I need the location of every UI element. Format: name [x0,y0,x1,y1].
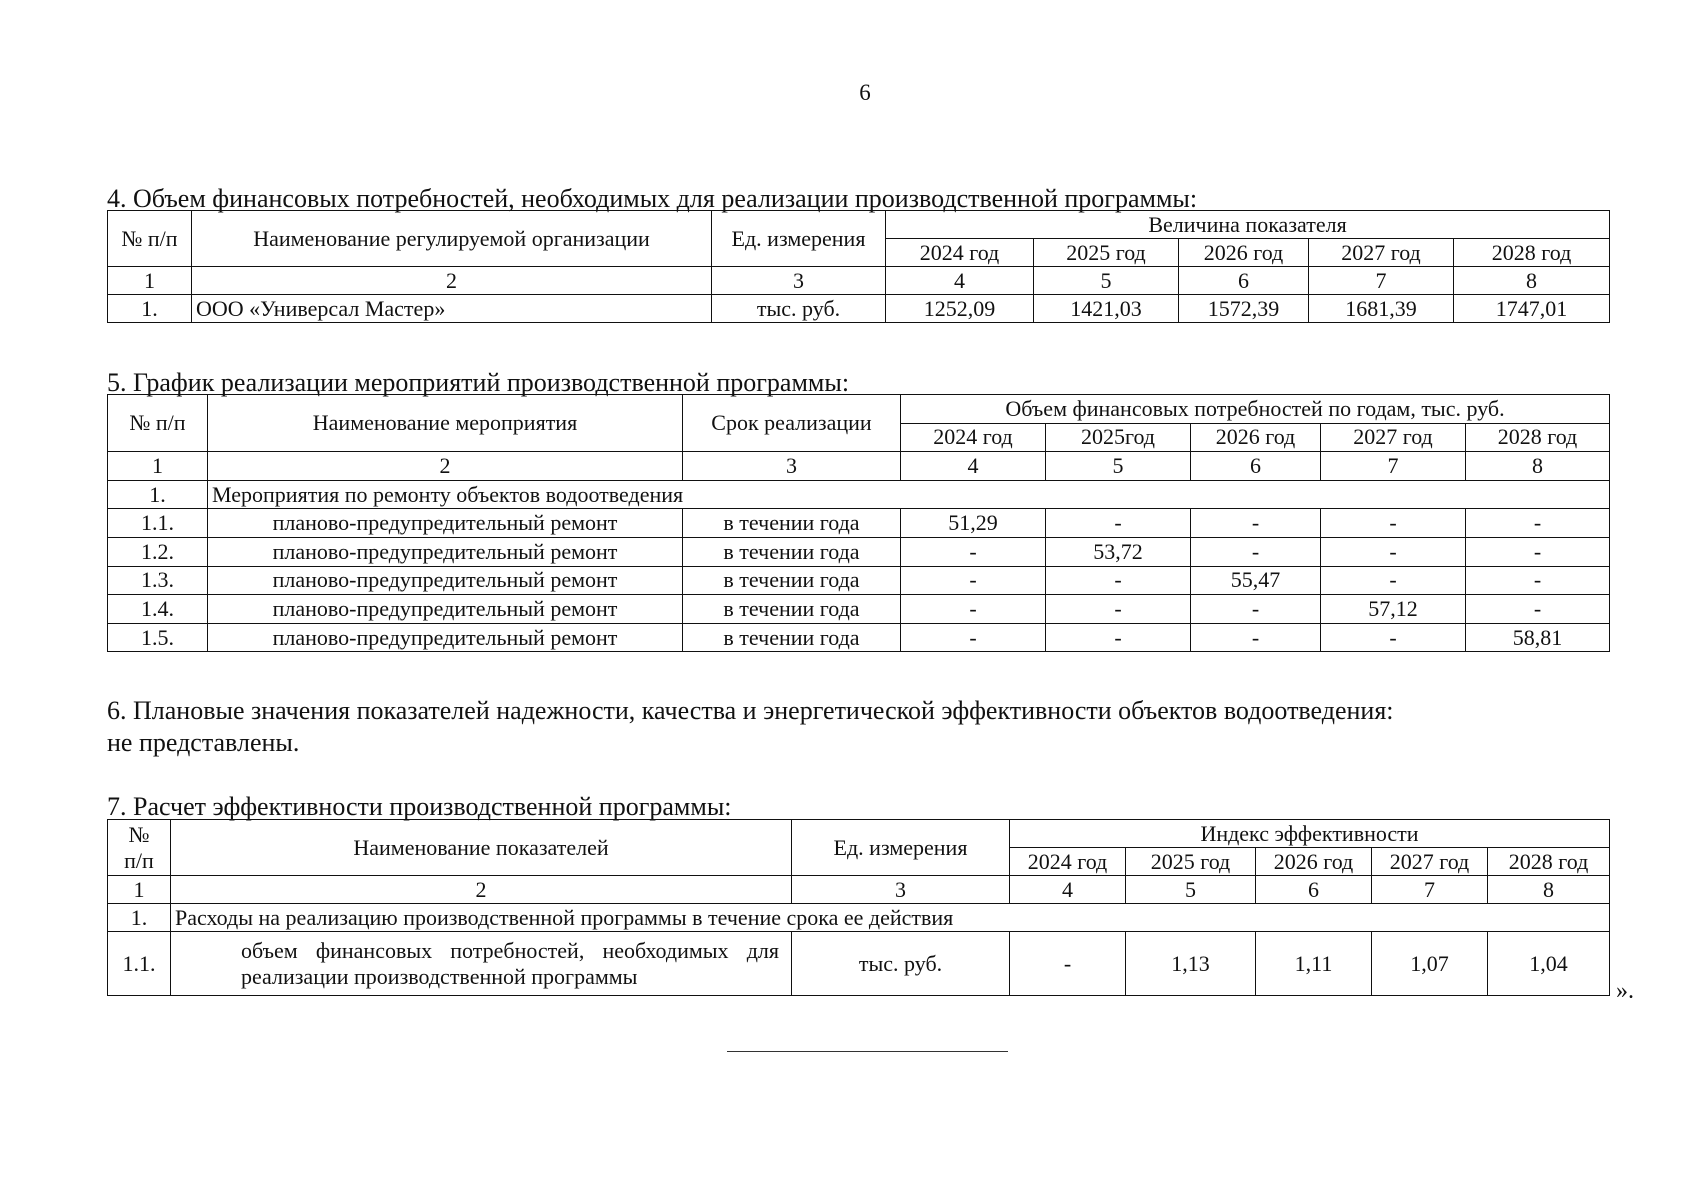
schedule-table [107,394,1610,652]
header-year: 2024 год [1010,848,1126,876]
table-row [108,537,1610,566]
table-row [108,932,1610,996]
header-org-name: Наименование регулируемой организации [192,211,712,267]
header-num [108,820,171,876]
row-measure-name: планово-предупредительный ремонт [208,623,683,652]
column-number: 1 [108,876,171,904]
section-7-title: 7. Расчет эффективности производственной программы: [107,792,732,821]
header-value-group: Величина показателя [886,211,1610,239]
section-5-title: 5. График реализации мероприятий производственной программы: [107,368,850,397]
table-row [108,566,1610,595]
row-term: в течении года [683,595,901,624]
row-value: 55,47 [1191,566,1321,595]
header-num-line1: № [128,821,150,847]
row-value: 51,29 [901,509,1046,538]
header-year: 2025 год [1126,848,1256,876]
row-unit: тыс. руб. [792,932,1010,996]
row-value: 1747,01 [1454,295,1610,323]
column-number: 4 [1010,876,1126,904]
row-value: - [1466,595,1610,624]
row-value: - [1046,509,1191,538]
row-value: 1572,39 [1179,295,1309,323]
section-4-title: 4. Объем финансовых потребностей, необходимых для реализации производственной программы: [107,184,1198,213]
header-year: 2025 год [1034,239,1179,267]
column-number: 2 [192,267,712,295]
table-row [108,295,1610,323]
row-value: 1681,39 [1309,295,1454,323]
header-term: Срок реализации [683,395,901,452]
header-value-group: Индекс эффективности [1010,820,1610,848]
header-year: 2026 год [1191,423,1321,452]
row-num: 1.4. [108,595,208,624]
header-year: 2027 год [1372,848,1488,876]
header-unit: Ед. измерения [792,820,1010,876]
row-org-name: ООО «Универсал Мастер» [192,295,712,323]
column-number: 8 [1466,452,1610,481]
header-year: 2027 год [1321,423,1466,452]
group-row [108,480,1610,509]
column-number: 1 [108,267,192,295]
row-value: 58,81 [1466,623,1610,652]
row-value: - [1466,537,1610,566]
column-number-row [108,267,1610,295]
header-year: 2026 год [1256,848,1372,876]
column-number: 7 [1372,876,1488,904]
column-number-row [108,876,1610,904]
table-row [108,595,1610,624]
row-measure-name: планово-предупредительный ремонт [208,509,683,538]
row-value: - [1321,566,1466,595]
header-year: 2028 год [1466,423,1610,452]
row-indicator-name: объем финансовых потребностей, необходимых для реализации производственной программы [171,932,792,996]
row-value: 57,12 [1321,595,1466,624]
section-6-status: не представлены. [107,728,300,757]
header-year: 2027 год [1309,239,1454,267]
efficiency-table [107,819,1610,996]
row-measure-name: планово-предупредительный ремонт [208,537,683,566]
footer-divider [727,1051,1008,1052]
row-value: 1421,03 [1034,295,1179,323]
row-unit: тыс. руб. [712,295,886,323]
row-value: 1,07 [1372,932,1488,996]
column-number: 8 [1488,876,1610,904]
row-value: - [1321,509,1466,538]
column-number: 6 [1256,876,1372,904]
row-value: - [1046,595,1191,624]
table-row [108,509,1610,538]
header-num: № п/п [108,395,208,452]
header-year: 2024 год [886,239,1034,267]
group-row [108,904,1610,932]
column-number-row [108,452,1610,481]
row-value: - [1191,509,1321,538]
header-unit: Ед. измерения [712,211,886,267]
row-value: - [1466,509,1610,538]
row-num: 1.1. [108,932,171,996]
row-value: 1,11 [1256,932,1372,996]
row-value: - [1010,932,1126,996]
group-num: 1. [108,480,208,509]
row-num: 1.3. [108,566,208,595]
column-number: 4 [901,452,1046,481]
group-num: 1. [108,904,171,932]
row-measure-name: планово-предупредительный ремонт [208,595,683,624]
row-num: 1. [108,295,192,323]
row-value: - [1046,566,1191,595]
column-number: 8 [1454,267,1610,295]
row-term: в течении года [683,509,901,538]
header-year: 2025год [1046,423,1191,452]
row-value: - [1046,623,1191,652]
row-value: - [1191,623,1321,652]
header-year: 2024 год [901,423,1046,452]
row-value: 1,04 [1488,932,1610,996]
column-number: 5 [1046,452,1191,481]
column-number: 4 [886,267,1034,295]
group-name: Мероприятия по ремонту объектов водоотведения [208,480,1610,509]
row-value: - [1321,623,1466,652]
row-term: в течении года [683,537,901,566]
row-num: 1.5. [108,623,208,652]
row-value: - [901,623,1046,652]
row-value: 53,72 [1046,537,1191,566]
row-value: 1,13 [1126,932,1256,996]
column-number: 2 [208,452,683,481]
row-value: - [1191,595,1321,624]
header-year: 2028 год [1454,239,1610,267]
header-year: 2026 год [1179,239,1309,267]
header-indicator-name: Наименование показателей [171,820,792,876]
header-num: № п/п [108,211,192,267]
group-name: Расходы на реализацию производственной программы в течение срока ее действия [171,904,1610,932]
column-number: 5 [1126,876,1256,904]
column-number: 7 [1321,452,1466,481]
column-number: 3 [792,876,1010,904]
row-value: - [1466,566,1610,595]
column-number: 2 [171,876,792,904]
table-row [108,623,1610,652]
column-number: 1 [108,452,208,481]
column-number: 5 [1034,267,1179,295]
row-value: 1252,09 [886,295,1034,323]
header-value-group: Объем финансовых потребностей по годам, тыс. руб. [901,395,1610,424]
row-value: - [901,566,1046,595]
row-num: 1.1. [108,509,208,538]
row-term: в течении года [683,566,901,595]
column-number: 6 [1191,452,1321,481]
row-term: в течении года [683,623,901,652]
row-measure-name: планово-предупредительный ремонт [208,566,683,595]
row-value: - [1191,537,1321,566]
closing-quote: ». [1616,978,1634,1004]
financial-needs-table [107,210,1610,323]
section-6-title: 6. Плановые значения показателей надежности, качества и энергетической эффективности объектов водоотведения: [107,696,1394,725]
column-number: 3 [683,452,901,481]
page-number: 6 [859,80,871,105]
row-value: - [901,537,1046,566]
row-value: - [901,595,1046,624]
header-measure-name: Наименование мероприятия [208,395,683,452]
row-num: 1.2. [108,537,208,566]
header-year: 2028 год [1488,848,1610,876]
row-value: - [1321,537,1466,566]
header-num-line2: п/п [124,847,154,873]
column-number: 6 [1179,267,1309,295]
column-number: 7 [1309,267,1454,295]
column-number: 3 [712,267,886,295]
